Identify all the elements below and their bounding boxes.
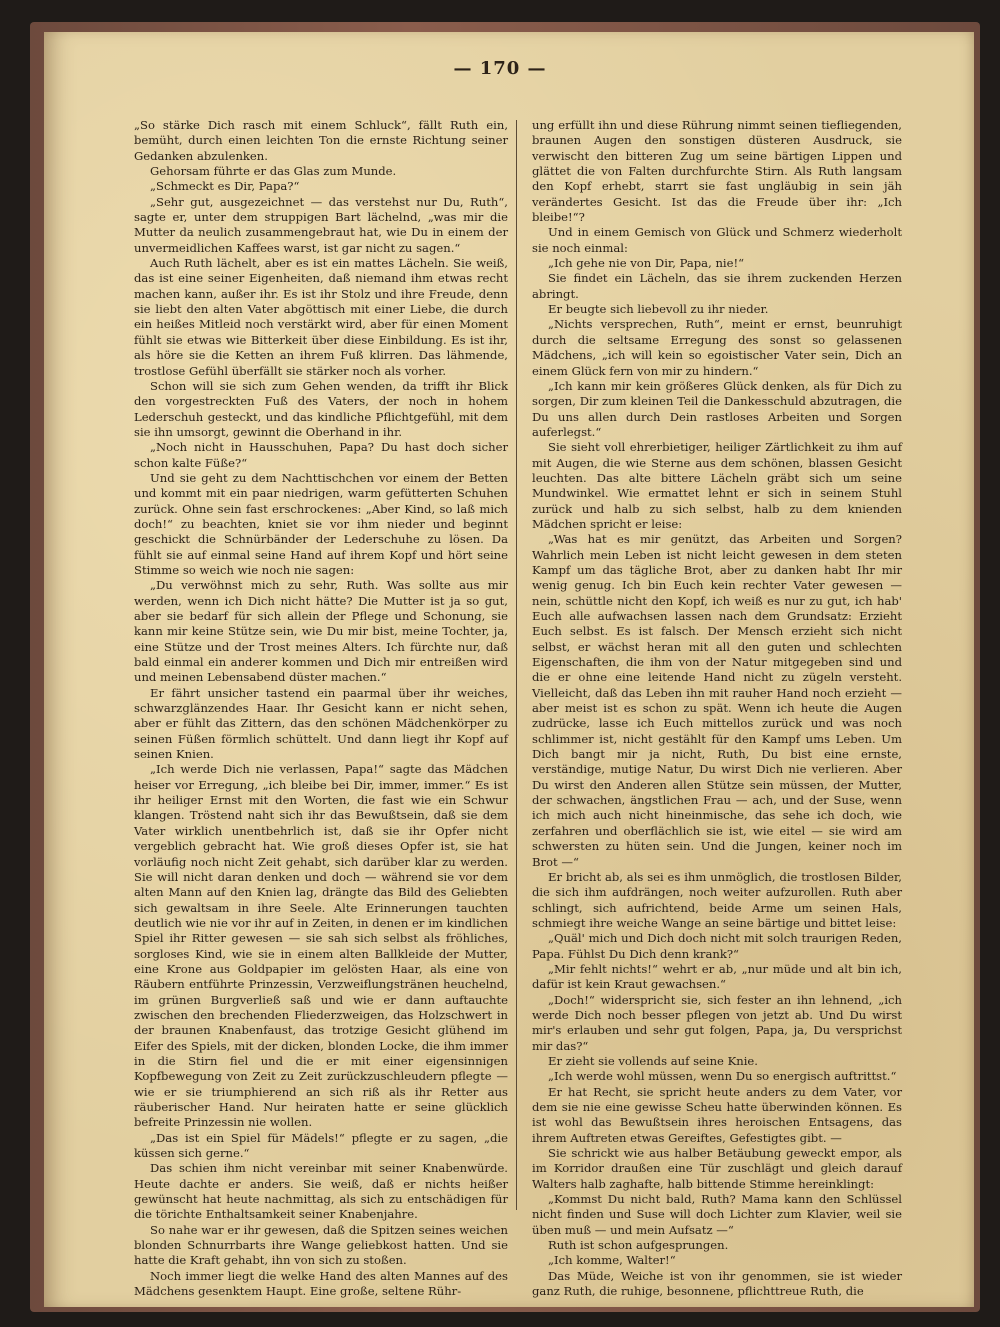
paragraph: „Du verwöhnst mich zu sehr, Ruth. Was sollte aus mir werden, wenn ich Dich nicht hätte? Die Mutter ist ja so gut, aber sie bedarf für sich allein der Pflege und Schonung, sie kann mir keine Stütze sein, wie Du mir bist, meine Tochter, ja, eine Stütze und der Trost meines Alters. Ich fürchte nur, daß bald einmal ein anderer kommen und Dich mir entreißen wird und meinen Lebensabend düster machen.“ bbox=[134, 578, 508, 685]
paragraph: Auch Ruth lächelt, aber es ist ein mattes Lächeln. Sie weiß, das ist eine seiner Eigenheiten, daß niemand ihm etwas recht machen kann, außer ihr. Es ist ihr Stolz und ihre Freude, denn sie liebt den alten Vater abgöttisch mit einer Liebe, die durch ein heißes Mitleid noch verstärkt wird, aber für einen Moment fühlt sie etwas wie Bitterkeit über diese Einbildung. Es ist ihr, als höre sie die Ketten an ihrem Fuß klirren. Das lähmende, trostlose Gefühl überfällt sie stärker noch als vorher. bbox=[134, 256, 508, 378]
paragraph: Er bricht ab, als sei es ihm unmöglich, die trostlosen Bilder, die sich ihm aufdrängen, noch weiter aufzurollen. Ruth aber schlingt, sich aufrichtend, beide Arme um seinen Hals, schmiegt ihre weiche Wange an seine bärtige und bittet leise: bbox=[532, 869, 902, 930]
paragraph: „Ich komme, Walter!“ bbox=[548, 1253, 676, 1268]
paragraph: Er beugte sich liebevoll zu ihr nieder. bbox=[548, 302, 769, 317]
paragraph: Sie sieht voll ehrerbietiger, heiliger Zärtlichkeit zu ihm auf mit Augen, die wie Sterne aus dem schönen, blassen Gesicht leuchten. Das alte bittere Lächeln gräbt sich um seine Mundwinkel. Wie ermattet lehnt er sich in seinem Stuhl zurück und halb zu sich selbst, halb zu dem knienden Mädchen spricht er leise: bbox=[532, 440, 902, 531]
paragraph: Schon will sie sich zum Gehen wenden, da trifft ihr Blick den vorgestreckten Fuß des Vaters, der noch in hohem Lederschuh gesteckt, und das kindliche Pflichtgefühl, mit dem sie ihn umsorgt, gewinnt die Oberhand in ihr. bbox=[134, 378, 508, 439]
paragraph: „Ich werde wohl müssen, wenn Du so energisch auftrittst.“ bbox=[548, 1069, 897, 1084]
paragraph: „Doch!“ widerspricht sie, sich fester an ihn lehnend, „ich werde Dich noch besser pflegen von jetzt ab. Und Du wirst mir's erlauben und sehr gut folgen, Papa, ja, Du versprichst mir das?“ bbox=[532, 992, 902, 1053]
paragraph: „So stärke Dich rasch mit einem Schluck“, fällt Ruth ein, bemüht, durch einen leichten Ton die ernste Richtung seiner Gedanken abzulenken. bbox=[134, 118, 508, 163]
page-number: — 170 — bbox=[453, 58, 547, 79]
paragraph: „Nichts versprechen, Ruth“, meint er ernst, beunruhigt durch die seltsame Erregung des sonst so gelassenen Mädchens, „ich will kein so egoistischer Vater sein, Dich an einem Glück fern von mir zu hindern.“ bbox=[532, 317, 902, 378]
paragraph: „Was hat es mir genützt, das Arbeiten und Sorgen? Wahrlich mein Leben ist nicht leicht gewesen in dem steten Kampf um das tägliche Brot, aber zu danken habt Ihr mir wenig genug. Ich bin Euch kein rechter Vater gewesen — nein, schüttle nicht den Kopf, ich weiß es nur zu gut, ich hab' Euch alle aufwachsen lassen nach dem Grundsatz: Erzieht Euch selbst. Es ist falsch. Der Mensch erzieht sich nicht selbst, er wächst heran mit all den guten und schlechten Eigenschaften, die ihm von der Natur mitgegeben sind und die er ohne eine leitende Hand nicht zu zügeln versteht. Vielleicht, daß das Leben ihn mit rauher Hand noch erzieht — aber meist ist es schon zu spät. Wenn ich heute die Augen zudrücke, lasse ich Euch mittellos zurück und was noch schlimmer ist, nicht gestählt für den Kampf ums Leben. Um Dich bangt mir ja nicht, Ruth, Du bist eine ernste, verständige, mutige Natur, Du wirst Dich nie verlieren. Aber Du wirst den Anderen allen Stütze sein müssen, der Mutter, der schwachen, ängstlichen Frau — ach, und der Suse, wenn ich mich auch nicht hineinmische, das sehe ich doch, wie zerfahren und oberflächlich sie ist, wie eitel — sie wird am schwersten zu hüten sein. Und die Jungen, keiner noch im Brot —“ bbox=[532, 532, 902, 869]
paragraph: Gehorsam führte er das Glas zum Munde. bbox=[150, 164, 397, 179]
paragraph: Er zieht sie vollends auf seine Knie. bbox=[548, 1053, 758, 1068]
paragraph: Das Müde, Weiche ist von ihr genommen, sie ist wieder ganz Ruth, die ruhige, besonnene, pflichttreue Ruth, die bbox=[532, 1268, 902, 1299]
paragraph: Das schien ihm nicht vereinbar mit seiner Knabenwürde. Heute dachte er anders. Sie weiß, daß er nichts heißer gewünscht hat heute nachmittag, als sich zu entschädigen für die törichte Enthaltsamkeit seiner Knabenjahre. bbox=[134, 1161, 508, 1222]
paragraph: Und in einem Gemisch von Glück und Schmerz wiederholt sie noch einmal: bbox=[532, 225, 902, 255]
paragraph: „Mir fehlt nichts!“ wehrt er ab, „nur müde und alt bin ich, dafür ist kein Kraut gewachsen.“ bbox=[532, 961, 902, 992]
paragraph: Und sie geht zu dem Nachttischchen vor einem der Betten und kommt mit ein paar niedrigen, warm gefütterten Schuhen zurück. Ohne sein fast erschrockenes: „Aber Kind, so laß mich doch!“ zu beachten, kniet sie vor ihm nieder und beginnt geschickt die Schnürbänder der Lederschuhe zu lösen. Da fühlt sie auf einmal seine Hand auf ihrem Kopf und hört seine Stimme so weich wie noch nie sagen: bbox=[134, 470, 508, 577]
paragraph: „Noch nicht in Hausschuhen, Papa? Du hast doch sicher schon kalte Füße?“ bbox=[134, 440, 508, 470]
right-column bbox=[532, 118, 902, 1299]
paragraph: ung erfüllt ihn und diese Rührung nimmt seinen tiefliegenden, braunen Augen den sonstigen düsteren Ausdruck, sie verwischt den bitteren Zug um seine bärtigen Lippen und glättet die von Falten durchfurchte Stirn. Als Ruth langsam den Kopf erhebt, starrt sie fast ungläubig in sein jäh verändertes Gesicht. Ist das die Freude über ihr: „Ich bleibe!“? bbox=[532, 118, 902, 225]
paragraph: „Ich gehe nie von Dir, Papa, nie!“ bbox=[548, 256, 745, 271]
paragraph: „Sehr gut, ausgezeichnet — das verstehst nur Du, Ruth“, sagte er, unter dem struppigen Bart lächelnd, „was mir die Mutter da neulich zusammengebraut hat, wie Du in einem der unvermeidlichen Kaffees warst, ist gar nicht zu sagen.“ bbox=[134, 194, 508, 255]
paragraph: Er fährt unsicher tastend ein paarmal über ihr weiches, schwarzglänzendes Haar. Ihr Gesicht kann er nicht sehen, aber er fühlt das Zittern, das den schönen Mädchenkörper zu seinen Füßen förmlich schüttelt. Und dann liegt ihr Kopf auf seinen Knien. bbox=[134, 685, 508, 762]
left-column bbox=[134, 118, 508, 1299]
paragraph: Ruth ist schon aufgesprungen. bbox=[548, 1238, 729, 1253]
paragraph: „Ich werde Dich nie verlassen, Papa!“ sagte das Mädchen heiser vor Erregung, „ich bleibe bei Dir, immer, immer.“ Es ist ihr heiliger Ernst mit den Worten, die fast wie ein Schwur klangen. Tröstend naht sich ihr das Bewußtsein, daß sie dem Vater wirklich unentbehrlich ist, daß sie ihr Opfer nicht vergeblich gebracht hat. Wie groß dieses Opfer ist, sie hat vorläufig noch nicht Zeit gehabt, sich darüber klar zu werden. Sie will nicht daran denken und doch — während sie vor dem alten Mann auf den Knien lag, drängte das Bild des Geliebten sich gewaltsam in ihre Seele. Alte Erinnerungen tauchten deutlich wie nie vor ihr auf in Zeiten, in denen er im kindlichen Spiel ihr Ritter gewesen — sie sah sich selbst als fröhliches, sorgloses Kind, wie sie in einem alten Ballkleide der Mutter, eine Krone aus Goldpapier im gelösten Haar, als eine von Räubern entführte Prinzessin, Verzweiflungstränen heuchelnd, im grünen Burgverließ saß und wie er dann auftauchte zwischen den brechenden Fliederzweigen, das Holzschwert in der braunen Knabenfaust, das trotzige Gesicht glühend im Eifer des Spiels, mit der dicken, blonden Locke, die ihm immer in die Stirn fiel und die er mit einer eigensinnigen Kopfbewegung von Zeit zu Zeit zurückzuschleudern pflegte — wie er sie triumphierend an sich riß als ihr Retter aus räuberischer Hand. Nur heiraten hatte er seine glücklich befreite Prinzessin nie wollen. bbox=[134, 762, 508, 1130]
paragraph: Sie schrickt wie aus halber Betäubung geweckt empor, als im Korridor draußen eine Tür zuschlägt und gleich darauf Walters halb zaghafte, halb bittende Stimme hereinklingt: bbox=[532, 1146, 902, 1191]
paragraph: „Kommst Du nicht bald, Ruth? Mama kann den Schlüssel nicht finden und Suse will doch Lichter zum Klavier, weil sie üben muß — und mein Aufsatz —“ bbox=[532, 1192, 902, 1237]
paragraph: Noch immer liegt die welke Hand des alten Mannes auf des Mädchens gesenktem Haupt. Eine große, seltene Rühr- bbox=[134, 1268, 508, 1299]
paragraph: So nahe war er ihr gewesen, daß die Spitzen seines weichen blonden Schnurrbarts ihre Wange geliebkost hatten. Und sie hatte die Kraft gehabt, ihn von sich zu stoßen. bbox=[134, 1222, 508, 1268]
paragraph: „Quäl' mich und Dich doch nicht mit solch traurigen Reden, Papa. Fühlst Du Dich denn krank?“ bbox=[532, 931, 902, 961]
paragraph: „Das ist ein Spiel für Mädels!“ pflegte er zu sagen, „die küssen sich gerne.“ bbox=[134, 1130, 508, 1161]
column-divider bbox=[516, 120, 517, 1210]
paragraph: „Schmeckt es Dir, Papa?“ bbox=[150, 179, 300, 194]
paragraph: Sie findet ein Lächeln, das sie ihrem zuckenden Herzen abringt. bbox=[532, 271, 902, 301]
paragraph: Er hat Recht, sie spricht heute anders zu dem Vater, vor dem sie nie eine gewisse Scheu hatte überwinden können. Es ist wohl das Bewußtsein ihres heroischen Entsagens, das ihrem Auftreten etwas Gereiftes, Gefestigtes gibt. — bbox=[532, 1084, 902, 1145]
paragraph: „Ich kann mir kein größeres Glück denken, als für Dich zu sorgen, Dir zum kleinen Teil die Dankesschuld abzutragen, die Du uns allen durch Dein rastloses Arbeiten und Sorgen auferlegst.“ bbox=[532, 378, 902, 439]
